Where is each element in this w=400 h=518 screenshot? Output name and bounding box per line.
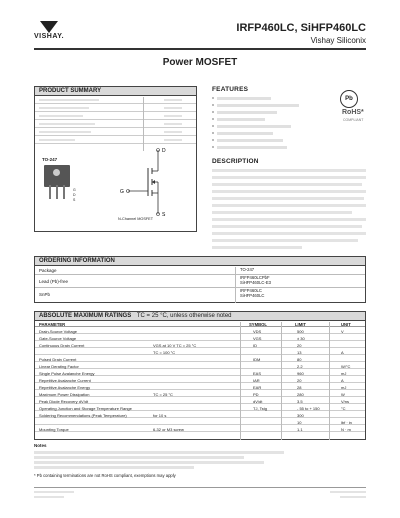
cell-limit: 20 <box>297 377 302 383</box>
footer-document-number <box>34 491 74 493</box>
table-row <box>35 418 365 425</box>
schematic-pin-label: S <box>162 212 166 218</box>
cell-parameter: Single Pulse Avalanche Energy <box>39 370 95 376</box>
features-heading: FEATURES <box>212 86 249 93</box>
column-header-limit: LIMIT <box>295 321 306 327</box>
cell-limit: 300 <box>297 412 304 418</box>
summary-row <box>35 128 196 136</box>
package-pin-label: D <box>73 193 76 197</box>
summary-row <box>35 136 196 144</box>
schematic-caption: N-Channel MOSFET <box>118 217 154 221</box>
table-row <box>35 383 365 390</box>
column-divider <box>281 322 282 440</box>
column-header-unit: UNIT <box>341 321 351 327</box>
to247-package-icon <box>44 165 70 197</box>
cell-limit: 1.1 <box>297 426 303 432</box>
ordering-heading: ORDERING INFORMATION <box>35 257 365 266</box>
description-line <box>212 176 366 179</box>
cell-parameter: Peak Diode Recovery dV/dt <box>39 398 89 404</box>
column-divider <box>329 322 330 440</box>
summary-row <box>35 120 196 128</box>
summary-row <box>35 96 196 104</box>
schematic-pin-label: G <box>120 189 124 195</box>
absolute-maximum-ratings-table <box>34 311 366 440</box>
cell-limit: - 55 to + 150 <box>297 405 320 411</box>
description-line <box>212 190 366 193</box>
table-row <box>35 355 365 362</box>
cell-limit: 500 <box>297 328 304 334</box>
cell-symbol: ID <box>253 342 257 348</box>
column-header-parameter: PARAMETER <box>39 321 66 327</box>
summary-row <box>35 112 196 120</box>
footer-page-number <box>340 496 366 498</box>
rohs-compliant-label: COMPLIANT <box>343 118 364 122</box>
ordering-label: Package <box>39 268 57 273</box>
cell-unit: °C <box>341 405 346 411</box>
table-row <box>35 266 365 275</box>
summary-divider <box>143 97 144 151</box>
cell-symbol: EAR <box>253 384 262 390</box>
ordering-value: TO-247 <box>240 267 255 272</box>
cell-symbol: EAS <box>253 370 262 376</box>
description-line <box>212 232 366 235</box>
cell-limit: 10 <box>297 419 302 425</box>
table-row <box>35 390 365 397</box>
cell-limit: ± 30 <box>297 335 305 341</box>
note-line <box>34 461 264 464</box>
abs-max-title: ABSOLUTE MAXIMUM RATINGS <box>39 313 132 319</box>
cell-condition: TC = 100 °C <box>153 349 176 355</box>
mosfet-schematic-icon <box>118 146 178 218</box>
column-divider <box>240 322 241 440</box>
column-header-symbol: SYMBOL <box>249 321 267 327</box>
schematic-pin-label: D <box>162 148 166 154</box>
header-rule <box>34 48 366 50</box>
table-row <box>35 288 365 301</box>
cell-limit: 3.5 <box>297 398 303 404</box>
package-pin-label: S <box>73 198 76 202</box>
cell-unit: N · m <box>341 426 351 432</box>
cell-limit: 28 <box>297 384 302 390</box>
note-line <box>34 451 284 454</box>
cell-parameter: Operating Junction and Storage Temperature Range <box>39 405 132 411</box>
cell-symbol: dV/dt <box>253 398 263 404</box>
description-line <box>212 197 364 200</box>
ordering-value: IRFP460LC SiHFP460LC <box>240 288 265 298</box>
cell-parameter: Maximum Power Dissipation <box>39 391 90 397</box>
cell-parameter: Soldering Recommendations (Peak Temperature) <box>39 412 127 418</box>
cell-unit: V <box>341 328 344 334</box>
logo-triangle-icon <box>40 21 58 33</box>
cell-parameter: Linear Derating Factor <box>39 363 79 369</box>
description-line <box>212 169 366 172</box>
cell-symbol: VGS <box>253 335 262 341</box>
ordering-label: Lead (Pb)-free <box>39 279 69 284</box>
cell-limit: 13 <box>297 349 302 355</box>
cell-unit: mJ <box>341 370 347 376</box>
ordering-information-table <box>34 256 366 303</box>
cell-limit: 2.2 <box>297 363 303 369</box>
pb-free-badge-icon: Pb <box>340 90 358 108</box>
cell-parameter: Continuous Drain Current <box>39 342 85 348</box>
part-numbers: IRFP460LC, SiHFP460LC <box>236 22 366 34</box>
logo-text: VISHAY. <box>34 33 65 40</box>
table-row <box>35 425 365 432</box>
cell-symbol: VDS <box>253 328 262 334</box>
company-name: Vishay Siliconix <box>310 36 366 45</box>
cell-condition: TC = 25 °C <box>153 391 173 397</box>
cell-unit: A <box>341 349 344 355</box>
rohs-badge: RoHS* <box>342 109 364 116</box>
ordering-divider <box>235 267 236 303</box>
note-line <box>34 466 194 469</box>
description-line <box>212 211 352 214</box>
table-row <box>35 411 365 418</box>
document-header <box>0 0 400 50</box>
cell-parameter: Drain-Source Voltage <box>39 328 78 334</box>
cell-limit: 280 <box>297 391 304 397</box>
cell-parameter: Repetitive Avalanche Energy <box>39 384 91 390</box>
description-line <box>212 246 302 249</box>
table-row <box>35 404 365 411</box>
table-row <box>35 362 365 369</box>
cell-condition: VGS at 10 V TC = 25 °C <box>153 342 197 348</box>
description-line <box>212 239 358 242</box>
cell-limit: 20 <box>297 342 302 348</box>
cell-unit: A <box>341 377 344 383</box>
abs-max-rows <box>35 327 365 432</box>
cell-limit: 80 <box>297 356 302 362</box>
table-row <box>35 376 365 383</box>
cell-parameter: Gate-Source Voltage <box>39 335 77 341</box>
package-pin-label: G <box>73 188 76 192</box>
cell-symbol: TJ, Tstg <box>253 405 267 411</box>
description-line <box>212 183 362 186</box>
description-line <box>212 225 362 228</box>
abs-max-condition: TC = 25 °C, unless otherwise noted <box>136 313 232 319</box>
table-row <box>35 348 365 355</box>
footer-rule <box>34 487 366 488</box>
table-row <box>35 341 365 348</box>
cell-unit: W <box>341 391 345 397</box>
footer-website <box>330 491 366 493</box>
document-title: Power MOSFET <box>162 57 238 68</box>
ordering-value: IRFP460LCPbF SiHFP460LC-E3 <box>240 275 271 285</box>
cell-parameter: Repetitive Avalanche Current <box>39 377 91 383</box>
cell-unit: lbf · in <box>341 419 352 425</box>
cell-condition: for 10 s <box>153 412 167 418</box>
table-row <box>35 327 365 334</box>
product-summary-heading: PRODUCT SUMMARY <box>35 87 196 96</box>
summary-row <box>35 104 196 112</box>
cell-symbol: IAR <box>253 377 260 383</box>
note-line <box>34 456 244 459</box>
description-heading: DESCRIPTION <box>212 158 259 165</box>
abs-max-heading <box>35 312 365 321</box>
cell-unit: mJ <box>341 384 347 390</box>
cell-symbol: IDM <box>253 356 261 362</box>
table-row <box>35 369 365 376</box>
cell-unit: V/ns <box>341 398 350 404</box>
footer-revision <box>34 496 64 498</box>
notes-heading: Notes <box>34 443 47 448</box>
vishay-logo <box>34 21 64 41</box>
cell-unit: W/°C <box>341 363 351 369</box>
cell-parameter: Pulsed Drain Current <box>39 356 77 362</box>
cell-condition: 6-32 or M3 screw <box>153 426 184 432</box>
table-row <box>35 334 365 341</box>
cell-limit: 960 <box>297 370 304 376</box>
rohs-footnote: * Pb containing terminations are not RoHS compliant, exemptions may apply <box>34 473 176 478</box>
table-row <box>35 397 365 404</box>
description-line <box>212 218 366 221</box>
description-line <box>212 204 366 207</box>
table-row <box>35 275 365 288</box>
ordering-label: SnPb <box>39 292 51 297</box>
cell-parameter: Mounting Torque <box>39 426 69 432</box>
package-label: TO-247 <box>42 157 58 162</box>
cell-symbol: PD <box>253 391 259 397</box>
